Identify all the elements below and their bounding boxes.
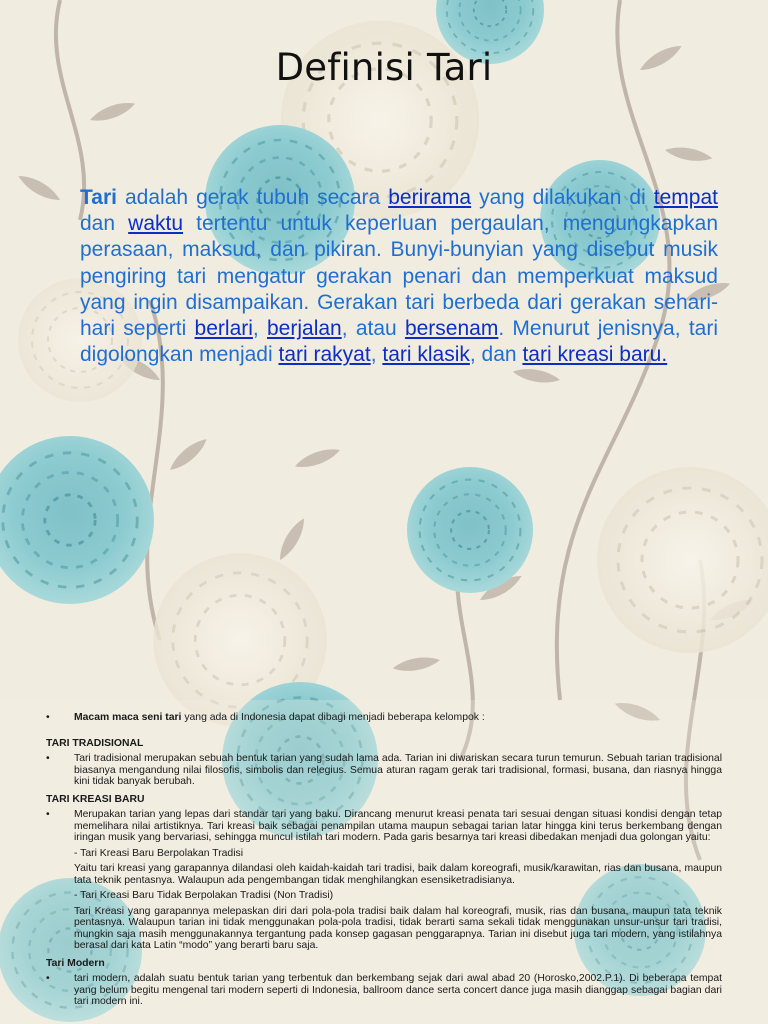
link-berlari[interactable]: berlari: [194, 317, 253, 341]
tari-tradisional-text: Tari tradisional merupakan sebuah bentuk tarian yang sudah lama ada. Tarian ini diwariskan secara turun temurun. Sebuah tarian tradisional biasanya mengandung nilai filosofis, simbolis dan relegius. Semua aturan ragam gerak tari tradisional, formasi, busana, dan riasnya hingga kini tidak banyak berubah.: [74, 753, 722, 787]
subtype-non-tradisi: - Tari Kreasi Baru Tidak Berpolakan Tradisi (Non Tradisi): [74, 890, 334, 901]
link-tari-kreasi-baru[interactable]: tari kreasi baru.: [522, 343, 668, 367]
slide-macam-seni-tari: [0, 700, 768, 1024]
heading-tari-modern: Tari Modern: [46, 957, 105, 969]
link-berjalan[interactable]: berjalan: [267, 317, 342, 341]
text-segment: ,: [252, 317, 267, 341]
slide-title: Definisi Tari: [275, 46, 493, 89]
tari-modern-text: tari modern, adalah suatu bentuk tarian yang terbentuk dan berkembang sejak dari awal abad 20 (Horosko,2002.P.1). Di beberapa tempat yang belum begitu mengenal tari modern seperti di Indonesia, ballroom dance serta concert dance juga masih dianggap sebagai bagian dari tari modern ini.: [74, 973, 722, 1007]
subtype-berpolakan-tradisi-text: Yaitu tari kreasi yang garapannya dilandasi oleh kaidah-kaidah tari tradisi, baik dalam koreografi, musik/karawitan, rias dan busana, maupun tata teknik pentasnya. Walaupun ada pengembangan tidak menghilangkan esensiketradisianya.: [74, 863, 722, 886]
intro-bold: Macam maca seni tari: [74, 712, 182, 723]
text-segment: . Menurut jenisnya, tari digolongkan menjadi: [80, 317, 718, 367]
bullet: •: [46, 712, 50, 723]
tari-kreasi-baru-text: Merupakan tarian yang lepas dari standar tari yang baku. Dirancang menurut kreasi penata tari sesuai dengan situasi kondisi dengan tetap memelihara nilai artistiknya. Tari kreasi baik sebagai penampilan utama maupun sebagai tarian latar hingga kini terus berkembang dengan iringan musik yang bervariasi, sehingga muncul istilah tari modern. Pada garis besarnya tari kreasi dibedakan menjadi dua golongan yaitu:: [74, 809, 722, 843]
heading-tari-tradisional: TARI TRADISIONAL: [46, 737, 144, 749]
bullet: •: [46, 809, 50, 820]
link-tari-klasik[interactable]: tari klasik: [382, 343, 470, 367]
bullet: •: [46, 753, 50, 764]
text-segment: dan: [80, 212, 129, 236]
heading-tari-kreasi-baru: TARI KREASI BARU: [46, 793, 145, 805]
link-waktu[interactable]: waktu: [128, 212, 184, 236]
text-segment: yang dilakukan di: [471, 186, 654, 209]
text-segment: adalah gerak tubuh secara: [116, 186, 389, 209]
link-tari-rakyat[interactable]: tari rakyat: [278, 343, 371, 367]
link-berirama[interactable]: berirama: [388, 186, 472, 209]
subtype-non-tradisi-text: Tari Kreasi yang garapannya melepaskan diri dari pola-pola tradisi baik dalam hal koreografi, musik, rias dan busana, maupun tata teknik pentasnya. Walaupun tarian ini tidak menggunakan pola-pola tradisi, tidak berarti sama sekali tidak menggunakan unsur-unsur tari tradisi, mungkin saja masih menggunakannya tergantung pada konsep gagasan penggarapnya. Tarian ini disebut juga tari modern, yang istilahnya berasal dari kata Latin “modo” yang berarti baru saja.: [74, 905, 722, 951]
text-segment: , atau: [341, 317, 405, 341]
definition-paragraph: [80, 185, 718, 368]
bullet: •: [46, 973, 50, 984]
intro-rest: yang ada di Indonesia dapat dibagi menjadi beberapa kelompok :: [181, 712, 485, 723]
text-segment: tertentu untuk keperluan pergaulan, mengungkapkan perasaan, maksud, dan pikiran. Bunyi-bunyian yang disebut musik pengiring tari mengatur gerakan penari dan memperkuat maksud yang ingin disampaikan. Gerakan tari berbeda dari gerakan sehari-hari seperti: [80, 212, 719, 341]
link-bersenam[interactable]: bersenam: [404, 317, 499, 341]
text-segment: ,: [370, 343, 383, 367]
text-segment: , dan: [469, 343, 523, 367]
term-tari: Tari: [80, 186, 117, 209]
subtype-berpolakan-tradisi: - Tari Kreasi Baru Berpolakan Tradisi: [74, 847, 244, 859]
link-tempat[interactable]: tempat: [653, 186, 718, 209]
